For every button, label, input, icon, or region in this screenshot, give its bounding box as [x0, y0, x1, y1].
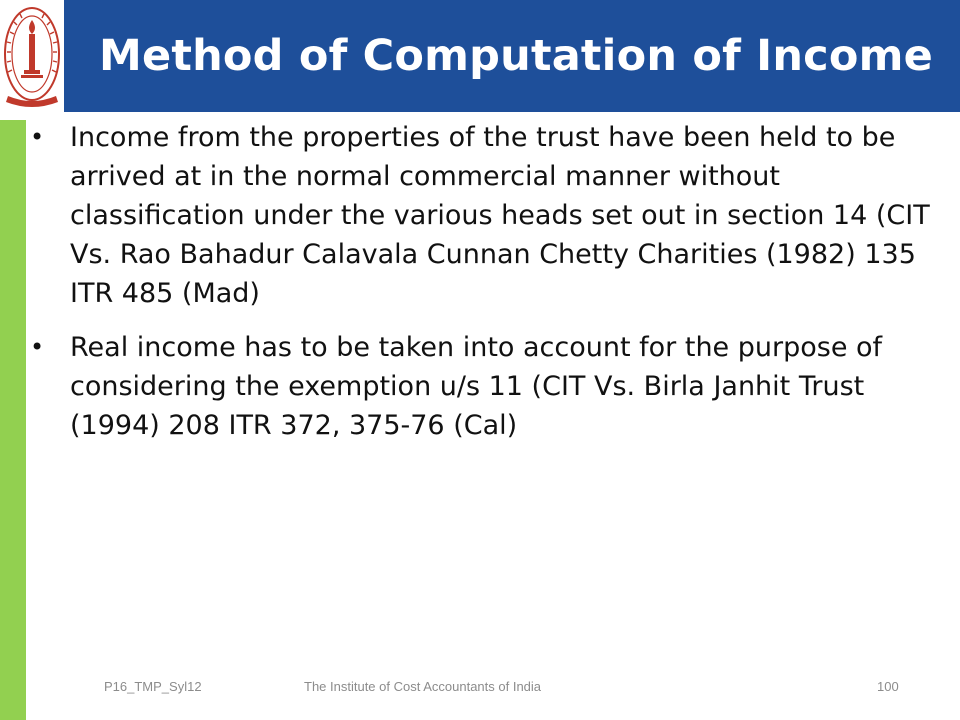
logo	[0, 0, 64, 112]
slide-header	[0, 0, 960, 112]
bullet-list	[28, 118, 948, 445]
title-bar	[64, 0, 960, 112]
page-number: 100	[877, 679, 899, 694]
slide-body	[28, 118, 948, 460]
bullet-icon: •	[30, 333, 45, 361]
bullet-item	[28, 118, 948, 313]
bullet-text: Real income has to be taken into account for the purpose of considering the exemption u/s 11 (CIT Vs. Birla Janhit Trust (1994) 208 ITR 372, 375-76 (Cal)	[70, 332, 883, 441]
footer-course-code: P16_TMP_Syl12	[104, 679, 202, 694]
institute-emblem-icon	[2, 2, 62, 110]
bullet-item	[28, 328, 948, 445]
accent-strip	[0, 120, 26, 720]
bullet-text: Income from the properties of the trust have been held to be arrived at in the normal commercial manner without classification under the various heads set out in section 14 (CIT Vs. Rao Bahadur Calavala Cunnan Chetty Charities (1982) 135 ITR 485 (Mad)	[70, 122, 930, 309]
bullet-icon: •	[30, 123, 45, 151]
slide-title: Method of Computation of Income	[99, 31, 933, 81]
footer-organization: The Institute of Cost Accountants of India	[304, 679, 542, 694]
